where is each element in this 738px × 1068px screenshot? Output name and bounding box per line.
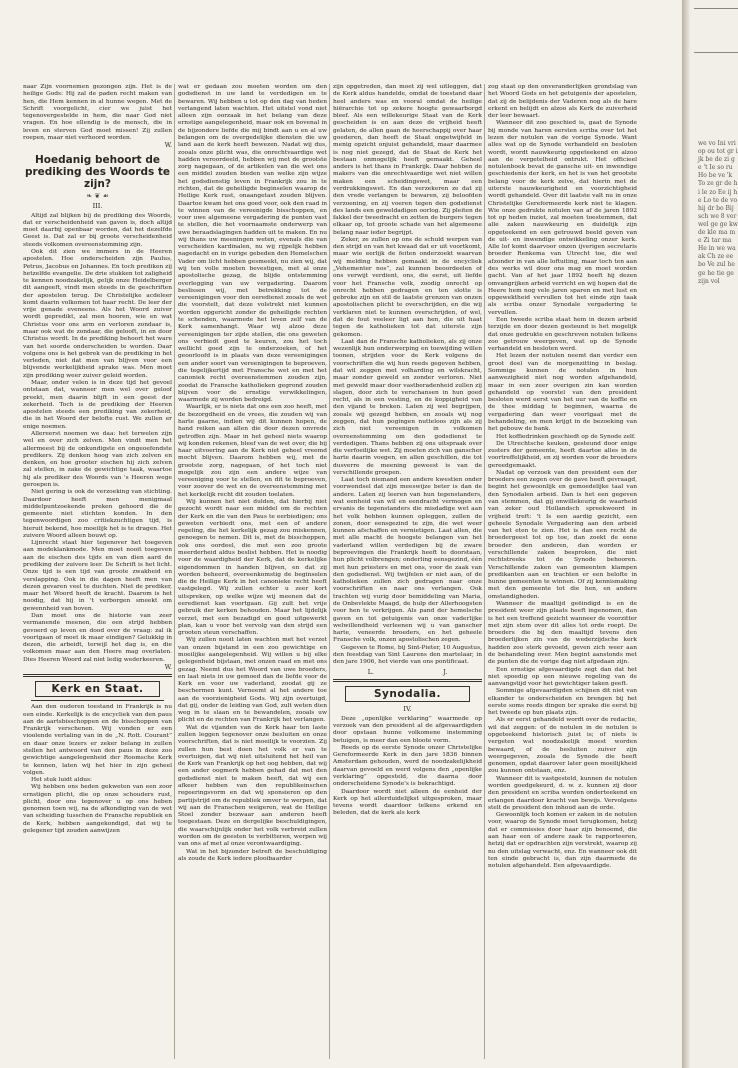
paragraph: Dan moet ons de historie van zeer vermanende meenen, die een strijd hebben gevoerd op leven en dood over de vraag: zal ik voortgaan of moet ik maar eindigen? Gelukkig in dezen, die arbeidt, terwijl het dag is, en die volkomen maar aan den Heere mag overlaten. Dies Heeren Woord zal niet ledig wederkeeren.: [23, 613, 172, 663]
paragraph: Laat toch niemand een andere kwestien onder voorwendsel dat zijn meeswijze beter is dan de andere. Laten zij leeren van hun tegenstanders, wat eenheid van wil en eendracht vermogen en ervanis de tegenstanders die misdadige wet aan het volk hebben kunnen opleggen, zullen de zonen, door eensgezind te zijn, die wet weer kunnen afschaffen en vernietigen. Laat allen, die met alle macht de hoogste belangen van het vaderland willen verdedigen bij de zware beproevingen die Frankrijk heeft te doorstaan, hun plicht volbrengen; onderling eensgezind, één met hun priesters en met ons, voor de zaak van den godsdienst. Wij twijfelen er niet aan, of de katholieken zullen zich gedragen naar onze voorschriften en naar ons verlangen. Ook trachten wij vurig door bemiddeling van Maria, de Onbevlekte Maagd, de hulp der Allerhoogsten voor hen te verkrijgen. Als pand der hemelsche gaven en tot getuigenis van onze vaderlijke welwillendheid verleenen wij u van ganscher harte, veneerde broeders, en het geheele Fransche volk, onzen apostolischen zegen.: [333, 477, 482, 644]
paragraph: zijn opgetreden, dan moet zij wel uitleggen, dat de Kerk aldus handelde, omdat de toestand daar heel anders was en vooral omdat de heilige hiërarchie tot op zekere hoogte gewaarborgd bleef. Als een willekeurige Staat van de Kerk gescheiden is en aan deze de vrijheid heeft gelaten, de allen gaan de heerschappij over haar goederen, dan heeft de Staat ongetwijfeld in menig opzicht onjuist gehandeld, maar daarmee is nog niet gezegd, dat de Staat de Kerk het bestaan onmogelijk heeft gemaakt. Geheel anders is het thans in Frankrijk. Daar hebben de makers van die onrechtvaardige wet niet willen maken een scheidingswet, maar een verdrukkingswet. En dan verzekeren ze dat zij den vrede verlangen te bewaren, zij beloofden verzoening, en zij voeren tegen den godsdienst des lands een geweldadigen oorlog. Zij pleiten de fakkel der tweedracht en zetten de burgers tegen elkaar op, tot groote schade van het algemeene belang naar ieder begrijpt.: [333, 84, 482, 236]
article-title-kerk-en-staat: Kerk en Staat.: [35, 681, 160, 697]
signature: W.: [164, 663, 172, 671]
column-3: [333, 84, 482, 1064]
paragraph: Aan den ouderen toestand in Frankrijk is nu een einde. Kerkelijk is de encycliek van den paus aan de aartsbisschoppen en de bisschoppen van Frankrijk verschenen. Wij vonden er een vioolende vertaling van in de „N. Rott. Courant” en daar onze lezers er zeker belang in zullen stellen het antwoord van den paus in deze zoo gewichtige aangelegenheid der Roomsche Kerk te kennen, laten wij het hier in zijn geheel volgen.: [23, 704, 172, 776]
paragraph: Waarlijk, er is niets dat ons een zoo heeft, met de bezorgdheid en de vrees, die zouden wij van harte gaarne, indien wij dit kunnen hopen, de hand reiken aan allen die door dezen onvrede getroffen zijn. Maar in het geheel niets waarop wij konden rekenen, bleef van de wet over, die bij haar uitvoering aan de Kerk niet geheel vreemd mocht blijven. Daarom hebben wij, met de grootste zorg, nagegaan, of het toch niet mogelijk zou zijn een andere wijze van vereeniging voor te stellen, en dit te beproeven, voor zoover de wet en de overeenstemming met het kerkelijk recht dit zouden toelaten.: [178, 404, 327, 498]
column-rule: [329, 84, 330, 1059]
paragraph: Altijd zal blijken bij de prediking des Woords, dat er verscheidenheid van gaven is, doch altijd moet daarbij openbaar worden, dat het dezelfde Geest is. Dat zal er bij groote verscheidenheid steeds volkomen overeenstemming zijn.: [23, 212, 172, 248]
column-2: [178, 84, 327, 1064]
page-gutter: [682, 0, 690, 1068]
paragraph: wat er gedaan zou moeten worden om den godsdienst in uw land te verdedigen en te bewaren. Wij hebben u tot op den dag van heden verlangend laten wachten. Het uitstel vond niet alleen zijn oorzaak in het belang van deze ernstige aangelegenheid, maar ook en bovenal in de bijzondere liefde die mij bindt aan u en al uw belangen om de overgedelijke diensten die uw land aan de kerk heeft bewezen. Nadat wij dus, zooals onze plicht was, die onrechtvaardige wet hadden veroordeeld, hebben wij met de grootste zorg nagegaan, of de artikelen van die wet ons een middel zouden bieden van welke zijn wijze het godsdienstig leven in Frankrijk zou in te richten, dat de geheiligde beginselen waarop de Heilige Kerk rust, onaangetast zouden blijven. Daartoe kwam het ons goed voor, ook den raad in te winnen van de vereenigde bisschoppen, en voor uwe algemeene vergadering de punten vast te stellen, die het voornaamste onderwerp van uwe beraadslagingen hadden uit te maken. En nu wij thans uw meeningen weten, evenals die van verscheiden kardinalen, nu wij rijpelijk hebben nagedacht en in vurige gebeden den Hemelschen Vader om licht hebben gesmeekt, nu zien wij, dat wij ten volle moeten bevestigen, met al onze apostolische gezag, de blijde ontstemming overlegging van uw vergadering. Daarom beslissen wij, met betrekking tot de vereenigingen voor den eeredienst zooals de wet die voorstelt, dat deze volstrekt niet kunnen worden opgericht zonder de geheiligde rechten te schenden, waarmede het leven zelf van de Kerk samenhangt. Waar wij alzoo deze vereenigingen ter zijde stellen, die ons geweten ons verbiedt goed te keuren, zou het toch wellicht goed zijn te onderzoeken, of het geoorloofd is in plaats van deze vereenigingen een ander soort van vereenigingen te beproeven, die tegelijkertijd met Fransche wet en met het canoniek recht overeenstemmen zouden zijn, zoodat de Fransche katholieken gegrond zouden blijven voor de ernstige verwikkelingen, waarmede zij worden bedreigd.: [178, 84, 327, 404]
paragraph: Lijnrecht staat hier tegenover het toegeven aan modeklankmode. Men moet nooit toegeven aan de eischen des tijds en van dien aard de prediking der zuivere leer. De Schrift is het licht. Onze tijd is een tijd van groote zwakheid en verslapping. Ook in die dagen heeft men van dezen gevaren veel te duchten. Niet de prediker, maar het Woord heeft de kracht. Daarom is het noodig, dat hij in 't verborgen smeekt om gewennheid van boven.: [23, 540, 172, 612]
paragraph: Wij kunnen het niet dulden, dat hierbij niet gezocht wordt naar een middel om de rechten der Kerk en die van den Paus te eerbiedigen; ons geweten verbiedt ons, met een of andere regeling, die het kerkelijk gezag zou miskennen, genoegen te nemen. Dit is, met de bisschoppen, ook ons oordeel, die met een zoo groote meerderheid aldus beslist hebben. Het is noodig voor de waardigheid der Kerk, dat de kerkelijke eigendommen in handen blijven, en dat zij worden beheerd, overeenkomstig de beginselen die de Heilige Kerk in het canonieke recht heeft vastgelegd. Wij zullen echter u zeer kort uitspreken, op welke wijze wij meenen dat de eeredienst kan voortgaan. Gij zult het vrije gebruik der kerken behouden. Maar het lijdelijk verzet, met een bezadigd en goed uitgewerkt plan, kan u voor het vervolg van den strijd een grooten steun verschaffen.: [178, 499, 327, 637]
section-divider: [31, 700, 164, 701]
adjacent-page-text: we vo Ini vri op ou tot gr ijk be de zi ge 't Ie so ru Ho be ve 'k To ze gr de hi le zo Ee ij he Lo te de vo hij dr bo Bij sch we 8 ver wel ge ge kw de kle ma me Zi tar ma He in we wa ak Ch ze ee bo Ve zul he ge he tie ge zijn vol: [698, 140, 738, 285]
paragraph: Sommige afgevaardigden schijnen dit niet van elkander te onderscheiden en brengen bij het eerste soms reeds dingen ter sprake die eerst bij het tweede op hun plaats zijn.: [488, 688, 637, 717]
paragraph: Wanneer dit is vastgesteld, kunnen de notulen worden goedgekeurd, d. w. z. kunnen zij door den president en scriba worden onderteekend en erlangen daardoor kracht van bewijs. Vervolgens stelt de president den inhoud aan de orde.: [488, 775, 637, 811]
section-number: III.: [92, 201, 103, 210]
paragraph: Een ernstige afgevaardigde zegt dan dat het niet spoedig op een nieuwe regeling van de aanvangstijd voor het gewichtiger taken geeft.: [488, 666, 637, 688]
section-number: IV.: [403, 704, 412, 713]
paragraph: De Utrechtsche keuken, gesteund door enige zusters der gemeente, heeft daartoe alles in de voortreffelijkheid, en zij worden voor de broeders gereedgemaakt.: [488, 440, 637, 469]
paragraph: Gewoonlijk toch komen er zaken in de notulen voor, waarop de Synode moet terugkomen, hetzij dat er commissies door haar zijn benoemd, die aan haar een of andere zaak te rapporteeren, hetzij dat er opdrachten zijn verstrekt, waarop zij nu den uitslag verwacht, enz. En wanneer ook dit ten einde gebracht is, dan zijn daarmede de notulen afgehandeld. Een afgevaardigde.: [488, 812, 637, 870]
column-rule: [174, 84, 175, 1059]
paragraph: naar Zijn voornemen gezongen zijn. Het is de heilige Gods: Hij zal de paden recht maken van hen, die Hem kennen in al hunne wegen. Met de Schrift voorgelicht, cier we juist het tegenovergestelde in hem, die naar God niet vragen. En hoe ellendig is de mensch, die in leven en sterven God moet missen! Zij zullen roepen, maar niet verhoord worden.: [23, 84, 172, 141]
section-divider: [333, 679, 482, 682]
adjacent-page-edge: [690, 0, 738, 1068]
paragraph: Reeds op de eerste Synode onzer Christelijke Gereformeerde Kerk in den jare 1836 binnen Amsterdam gehouden, werd de noodzakelijkheid daarvan gevoeld en werd volgens den „openlijke verklaring” opgesteld, die daarna door onderscheidene Synode's is bekrachtigd.: [333, 744, 482, 788]
signature-line: [333, 669, 482, 676]
page-rule: [694, 52, 738, 53]
paragraph: Een tweede scriba staat hem in dezen arbeid terzijde en door dezen gesteund is het mogelijk dat onze gedrukte en geschreven notulen telkens zoo getrouw weergeven, wat op de Synode verhandeld en besloten werd.: [488, 317, 637, 353]
paragraph: Allereerst noemen we daa: het terwelen zijn wel en over zich zelven. Men vindt men het allermeest bij de onkundigste en ongeoefendste predikers. Zij denken hoog van zich zelven en denken, en hoe grooter eischen hij zich zelven zal stellen, in zake de gewichtige taak, waartoe hij als prediker des Woords van 's Heeren wege geroepen is.: [23, 430, 172, 488]
signature: W.: [164, 142, 172, 150]
paragraph: Ook dit zien we immers in de Heeren apostelen. Hoe onderscheiden zijn Paulus, Petrus, Jacobus en Johannes. En toch prediken zij hetzelfde evangelie. De drie stukken tot zaligheid te kennen noodzakelijk, gelijk onze Heidelberger dit aangeeft, vindt men steeds in de geschriften der apostelen terug. De Christelijke acdeleer komt daarin volkomen tot haar recht. De leer der vrije genade eveneens. Als het Woord zuiver wordt gepredikt, zal men hooren, wie en wat Christus voor ons arm en verloren zondaar is, maar ook wat de zondaar, die gelooft, in en door Christus wordt. In de prediking behoort het ware van het soorde onderscheiden te worden. Daar volgens ons is het gebrek van de prediking in het verleden, niet dat men van blijven voor een blijvende werkelijkheid sprake was. Men moet zijn prediking weer zuiver geleid worden.: [23, 248, 172, 379]
article-title-prediking: Hoedanig behoort de prediking des Woords te zijn?: [24, 153, 171, 190]
article-title-synodalia: Synodalia.: [345, 686, 470, 702]
paragraph: Daardoor wordt niet alleen de eenheid der Kerk op het allerduidelijkst uitgesproken, maar tevens wordt daardoor telkens erkend en beleden, dat de kerk als kerk: [333, 788, 482, 817]
paragraph: Deze „openlijke verklaring” waarmede op verzoek van den president al de afgevaardigden door opstaan hunne volkomene instemming betuigen, is meer dan een bloote vorm.: [333, 715, 482, 744]
page-rule: [694, 8, 738, 9]
column-4: [488, 84, 637, 1064]
paragraph: Gegeven te Rome, bij Sint-Pieter, 10 Augustus, den feestdag van Sint Laurens den martelaar, in den jare 1906, het vierde van ons pontificaat.: [333, 644, 482, 666]
paragraph: Wanneer dit zoo geschied is, gaat de Synode bij monde van haren eersten scriba over tot het lezen der notulen van de vorige Synode. Want alles wat op de Synode verhandeld en besloten wordt, wordt nauwkeurig opgeteekend en alzoo aan de vergetelheid ontrukt. Het officieel notulenboek bevat de gansche uit- en inwendige geschiedenis der kerk, en het is van het grootste belang voor de kerk zelve, dat hierin met de uiterste nauwkeurigheid en voorzichtigheid wordt gehandeld. Over dit laatste valt nu in onze Christelijke Gereformeerde kerk niet te klagen. Wie onze gedrukte notulen van af de jaren 1892 tot op heden inziet, zal moeten toestemmen, dat alle zaken nauwkeurig en duidelijk zijn opgeteekend en een getrouwd beeld geven van de uit- en inwendige ontwikkeling onzer kerk. Alle lof komt daarvoor onzen ijverigen secretaris broeder Renkema van Utrecht toe, die wel afzonder in van alle loftuiting, maar toch ten aan des werks wil door ons mag en moet worden gacht. Van af het jaar 1892 heeft hij dezen omvangrijken arbeid verricht en wij hopen dat de Heere hem nog vele jaren sparen en met lust en opgewektheid vervullen tot het einde zijn taak als scriba onzer Synodale vergadering te vervullen.: [488, 120, 637, 316]
ornament: ❧ ❦ ☙: [86, 191, 109, 200]
paragraph: Het stuk luidt aldus:: [31, 777, 93, 784]
paragraph: Zeker, ze zullen op ons de schuld werpen van den strijd en van het kwaad dat er uit voortkomt, maar wie eerlijk de feiten onderzoekt waarvan wij melding hebben gemaakt in de encycliek „Vehementer nos”, zal kunnen beoordeelen of ons verwijt verdient, ons, die eerst, uit liefde voor het Fransche volk, zoodig onrecht op onrecht hebben gedragen en ten slotte is gebroke zijn en stil de laatste grenzen van onzen apostolischen plicht te overschrijden, en die wij verklaren niet te kunnen overschrijden, of wel, dat de fout veeleer ligt aan hen, die uit haat tegen de katholieken tot dat uiterste zijn gekomen.: [333, 236, 482, 338]
paragraph: Wij hebben ons heden gekweten van een zoor ernstigen plicht, die op onze schouders rust, plicht, door ons tegenover u op ons heben genomen toen wij, na de afkondiging van de wet van scheiding tusschen de Fransche republiek en de Kerk, hebben aangekondigd, dat wij te gelegener tijd zouden aanwijzen: [23, 784, 172, 835]
signature: L.: [367, 668, 374, 676]
paragraph: Wat de vijanden van de Kerk haar ten laste zullen leggen tegenover onze besluiten en onze voorschriften, dat is niet moeilijk te voorzien. Zij zullen hun best doen het volk er van te overtuigen, dat wij niet uitsluitend het heil van de Kerk van Frankrijk op het oog hebben, dat wij een ander oogmerk hebben gehad dat met den godsdienst niet te maken heeft, dat wij een afkeer hebben van den republikeinschen regeeringsvorm en dat wij sponsieren op den partijstrijd om de republiek omver te werpen, dat wij aan de Franschen weigeren, wat de Heilige Stoel zonder bezwaar aan anderen heeft toegestaan. Deze en dergelijke beschuldigingen, die waarschijnlijk onder het volk verbreid zullen worden om de geesten te verbitteren, werpen wij van ons af met al onze verontwaardiging.: [178, 724, 327, 848]
paragraph: zog staat op den onveranderlijken grondslag van het Woord Gods en het getuigenis der apostelen, dat zij de belijdenis der Vaderen nog als de hare erkent en belijdt en alzoo als Kerk de zuiverheid der leer bewaart.: [488, 84, 637, 120]
paragraph: Niet gering is ook de verzoeking van stichting. Daardoor heeft men menigmaal middelpuntzoekende preken gehoord die de gemeente niet stichten konden. In den tegenwoordigen zoo critiekzuchtigen tijd, is hieruit bekend, hoe moeilijk het is te dragen. Het zuivere Woord alleen bouwt op.: [23, 489, 172, 539]
paragraph: Nadat op verzoek van den president een der broeders een zegen over de gave heeft gevraagd, begint het gewoonlijk en gemoedelijke taal van den Synodalen arbeid. Dan is het een gegeven van stemmen, dat gij onwillekeurig de waarheid van zeker oud Hollandsch spreekwoord in vrijheid treft: 't Is een aardig gezicht, een geheele Synodale Vergadering aan den arbeid van het eten te zien. Het is dan een recht de broedergeest tot op toe, dan zoekt de eene broeder den anderen, dan worden er verschillende zaken besproken, die niet rechtstreeks tot de Synode behooren. Verschillende zaken van gemeenten klampen predikanten aan en trachten er een belofte in hunne gemeenten te winnen. Of zij kennismaking met den gemeente tot die hen, en andere omstandigheden.: [488, 469, 637, 600]
column-1: [23, 84, 172, 1064]
column-rule: [484, 84, 485, 1059]
paragraph: Maar, onder velen is in deze tijd het gevoel ontstaan dat, wanneer men wel over geloof preekt, men daarin blijft in een geest der zekerheid. Toch is de prediking der Heeren apostelen steeds een prediking van zekerheid, die in het Woord der belofte rust. We zullen er enige noemen.: [23, 380, 172, 430]
paragraph: Het koffiedrinken geschiedt op de Synode zelf.: [496, 433, 636, 440]
paragraph: Wat in het bijzonder betreft de beschuldiging als zoude de Kerk iedere plooibaarder: [178, 848, 327, 862]
paragraph: Laat dan de Fransche katholieken, als zij onze wezenlijk hun onderwerping en toewijding willen toonen, strijden voor de Kerk volgens de voorschriften die wij hun reeds gegeven hebben, dat wil zeggen met volharding en wilskracht, maar zonder geweld en zonder verloren. Niet met geweld maar door vastberadenheid zullen zij slagen, door zich te verschansen in hun goed recht, als in een vesting, en de koppigheid van den vijand te breken. Laten zij wel begrijpen, zooals wij gezegd hebben, en zooals wij nog zeggen, dat hun pogingen nutteloos zijn als zij zich niet vereenigen in volkomen overeenstemming om den godsdienst te verdedigen. Thans hebben zij ons uitspraak over die verfoeilijke wet. Zij moeten zich van ganscher harte daarin voegen, en allen geschillen, die tot dusverre de meening geweest is van de verschillende groepen.: [333, 338, 482, 476]
paragraph: Wanneer de maaltijd geëindigd is en de president weer zijn plaats heeft ingenomen, dan is het een treffend gezicht wanneer de voorzitter met zijn stem over dit alles tot orde roept. De broeders die bij den maaltijd tevens den broederlijken zin van de wederzijdsche kerk hadden zoo sterk gevoeld, geven zich weer aan de behandeling over. Men begint aanstonds met de punten die de vorige dag niet afgedaan zijn.: [488, 600, 637, 666]
paragraph: Wij zullen nooit laten wachten met het verzet van onzen bijstand in een zoo gewichtige en moeilijke aangelegenheid. Wij willen u bij elke gelegenheid bijstaan, met onzen raad en met ons gezag. Neemt dus het Woord van uwe broeders, en laat niets in uw gemoed dan de liefde voor de Kerk en voor uw vaderland, zoodat gij ze beschermen kunt. Verneemt al het andere toe aan de voorzienigheid Gods. Wij zijn overtuigd, dat gij, onder de leiding van God, zult weten dien weg in te slaan en te bewandelen, zooals uw plicht en de rechten van Frankrijk het verlangen.: [178, 637, 327, 724]
paragraph: Het lezen der notulen neemt dan verder een groot deel van de morgenzitting in beslag. Sommige kunnen de notulen in hun aanwezigheid niet nog worden afgehandeld, maar in een zeer overigen zin kan worden gehandeld op voorstel van den president besloten werd eerst van het uur van de koffie en de thee middag te beginnen, waarna de vergadering dan weer voortgaat met de behandeling, en men krijgt in de bezoeking van het gebouw de bank.: [488, 353, 637, 433]
signature: J.: [443, 668, 448, 676]
paragraph: Als er eerst gehandeld wordt over de redactie, wil dat zeggen: of de notulen in de notulen is opgeteekend historisch juist is; of niets is vergeten wat noodzakelijk moest worden bewaard, of de besluiten zuiver zijn weergegeven, zooals de Synode die heeft genomen, opdat daarover later geen moeilijkheid zou kunnen ontstaan, enz.: [488, 717, 637, 775]
section-divider: [23, 674, 172, 677]
